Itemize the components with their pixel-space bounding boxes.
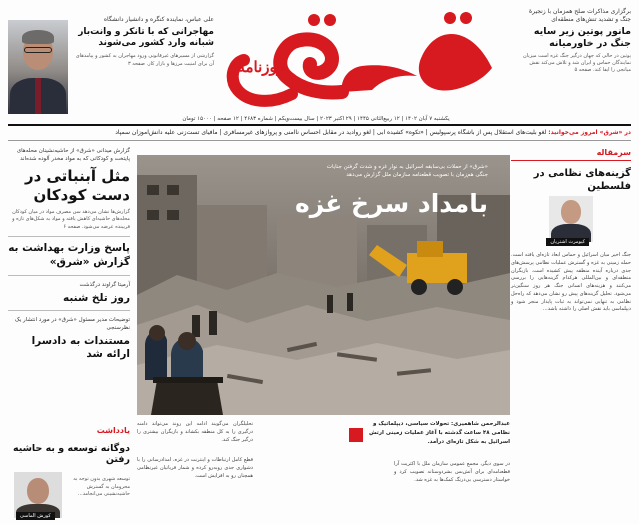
notes-headline[interactable]: دوگانه توسعه و به حاشیه رفتن: [12, 443, 130, 465]
left-column: [8, 148, 130, 518]
editorial-author: کیومرث اشتریان: [546, 238, 589, 246]
notes-author: کورش الماسی: [16, 512, 55, 520]
notes-title: یادداشت: [96, 426, 130, 435]
left-item2-headline[interactable]: روز تلخ شنبه: [63, 291, 130, 304]
left-item3-headline[interactable]: مستندات به دادسرا ارائه شد: [31, 334, 130, 361]
red-square-marker: [349, 428, 363, 442]
top-left-story[interactable]: [8, 8, 214, 116]
main-story-col-2: قطع کامل ارتباطات و اینترنت در غزه، امدادرسانی را با دشواری جدی روبه‌رو کرده و شمار قربانیان غیرنظامی همچنان رو به افزایش است.: [137, 457, 253, 479]
masthead-rule: [8, 124, 631, 126]
editorial-body: جنگ اخیر میان اسرائیل و حماس ابعاد تازه‌ای یافته است. حمله زمینی به غزه و گسترش عملیات نظامی پرسش‌های جدی درباره آینده منطقه پیش کشیده است. بازیگران منطقه‌ای و بین‌المللی هرکدام گزینه‌هایی را بررسی می‌کنند و هزینه‌های انسانی جنگ هر روز سنگین‌تر می‌شود. تحلیل گزینه‌های پیش رو نشان می‌دهد که راه‌حل نظامی به تنهایی نمی‌تواند به ثبات پایدار منجر شود و دیپلماسی باید نقش اصلی را داشته باشد...: [511, 252, 631, 313]
top-left-headline[interactable]: مهاجرانی که با تانکر و وانت‌بار شبانه وارد کشور می‌شوند: [78, 26, 214, 49]
main-story-body: [137, 420, 510, 520]
left-lead-body: گزارش‌ها نشان می‌دهد سن مصرف مواد در میان کودکان محله‌های حاشیه‌ای کاهش یافته و مواد به شکل‌های تازه و فریبنده عرضه می‌شود. صفحه ۶: [12, 208, 130, 230]
notes-box: [8, 426, 130, 519]
top-right-headline[interactable]: مانور پوتین زیر سایه جنگ در خاورمیانه: [533, 26, 631, 49]
main-photo-caption: «شرق» از حملات بی‌سابقه اسرائیل به نوار غزه و شدت گرفتن جنایات جنگی هم‌زمان با تصویب قطعنامه سازمان ملل گزارش می‌دهد: [326, 164, 488, 179]
left-item1-headline[interactable]: پاسخ وزارت بهداشت به گزارش «شرق»: [8, 242, 130, 269]
top-left-kicker: علی عباس، نماینده کنگره و دانشیار دانشگاه: [103, 16, 214, 23]
todays-contents-bar: [8, 129, 631, 136]
left-item3-kicker: توضیحات مدیر مسئول «شرق» در مورد انتشار یک نظرسنجی: [14, 317, 130, 331]
editorial-section-title: سرمقاله: [596, 148, 631, 157]
notes-body: توسعه شهری بدون توجه به محرومان به گسترش حاشیه‌نشینی می‌انجامد...: [73, 476, 130, 497]
main-story-col-1: در سوی دیگر، مجمع عمومی سازمان ملل با اکثریت آرا قطعنامه‌ای برای آتش‌بس بشردوستانه تصویب کرد و خواستار دسترسی بی‌درنگ کمک‌ها به غزه شد.: [394, 461, 510, 483]
author-photo: [549, 196, 593, 242]
top-right-kicker: برگزاری مذاکرات صلح همزمان با زنجیرهٔ جنگ و تشدید تنش‌های منطقه‌ای: [528, 8, 631, 23]
editorial-headline[interactable]: گزینه‌های نظامی در فلسطین: [533, 168, 631, 192]
left-lead-kicker: گزارش میدانی «شرق» از حاشیه‌نشینان محله‌های پایتخت و کودکانی که به مواد مخدر آلوده شده‌اند: [16, 148, 130, 162]
left-lead-headline[interactable]: مثل آبنباتی در دست کودکان: [24, 167, 130, 205]
main-photo[interactable]: [137, 155, 510, 415]
contents-text[interactable]: لغو بلیت‌های استقلال پس از باشگاه پرسپولیس | «تکوه» کشیده آبی | لغو رواديد در مقابل احساس ناامنی و پروازهای غیرمسافری | مافیای تست‌زنی علیه دانش‌آموزان سمپاد: [115, 129, 547, 136]
editorial-column: [511, 148, 631, 518]
top-left-portrait: [8, 20, 68, 114]
top-right-story[interactable]: [519, 8, 631, 75]
logo-text: شرق: [447, 69, 452, 71]
main-headline[interactable]: بامداد سرخ غزه: [294, 189, 488, 218]
contents-rule: [8, 140, 631, 141]
main-story-lead: عبدالرحمن شاهمیری: تحولات سیاسی، دیپلماتیک و نظامی ۴۸ ساعت گذشته با آغاز عملیات زمینی ارتش اسرائیل به شکل تازه‌ای درآمد.: [369, 421, 510, 445]
main-story-col-3: تحلیلگران می‌گویند ادامه این روند می‌تواند دامنه درگیری را به کل منطقه بکشاند و بازیگران بیشتری را درگیر جنگ کند.: [137, 421, 253, 443]
left-item2-kicker: آرمیتا گراوند درگذشت: [79, 281, 130, 288]
masthead-logo: [222, 6, 510, 116]
top-left-body: گزارشی از مسیرهای غیرقانونی ورود مهاجران به کشور و پیامدهای آن برای امنیت مرزها و بازار کار. صفحه ۳: [75, 53, 214, 67]
top-right-body: پوتین در حالی که جهان درگیر جنگ غزه است میزبان نمایندگان حماس و ایران شد و تلاش می‌کند نقش میانجی را ایفا کند. صفحه ۵: [523, 52, 631, 74]
dateline: یکشنبه ۷ آبان ۱۴۰۲ | ۱۲ ربیع‌الثانی ۱۴۴۵ | ۲۹ اکتبر ۲۰۲۳ | سال بیست‌ویکم | شماره ۴۶۸۳ | ۱۲ صفحه | ۱۵۰۰۰ تومان: [182, 116, 450, 122]
contents-label: در «شرق» امروز می‌خوانید:: [548, 129, 631, 136]
logo-prefix: روزنامه: [237, 58, 284, 76]
